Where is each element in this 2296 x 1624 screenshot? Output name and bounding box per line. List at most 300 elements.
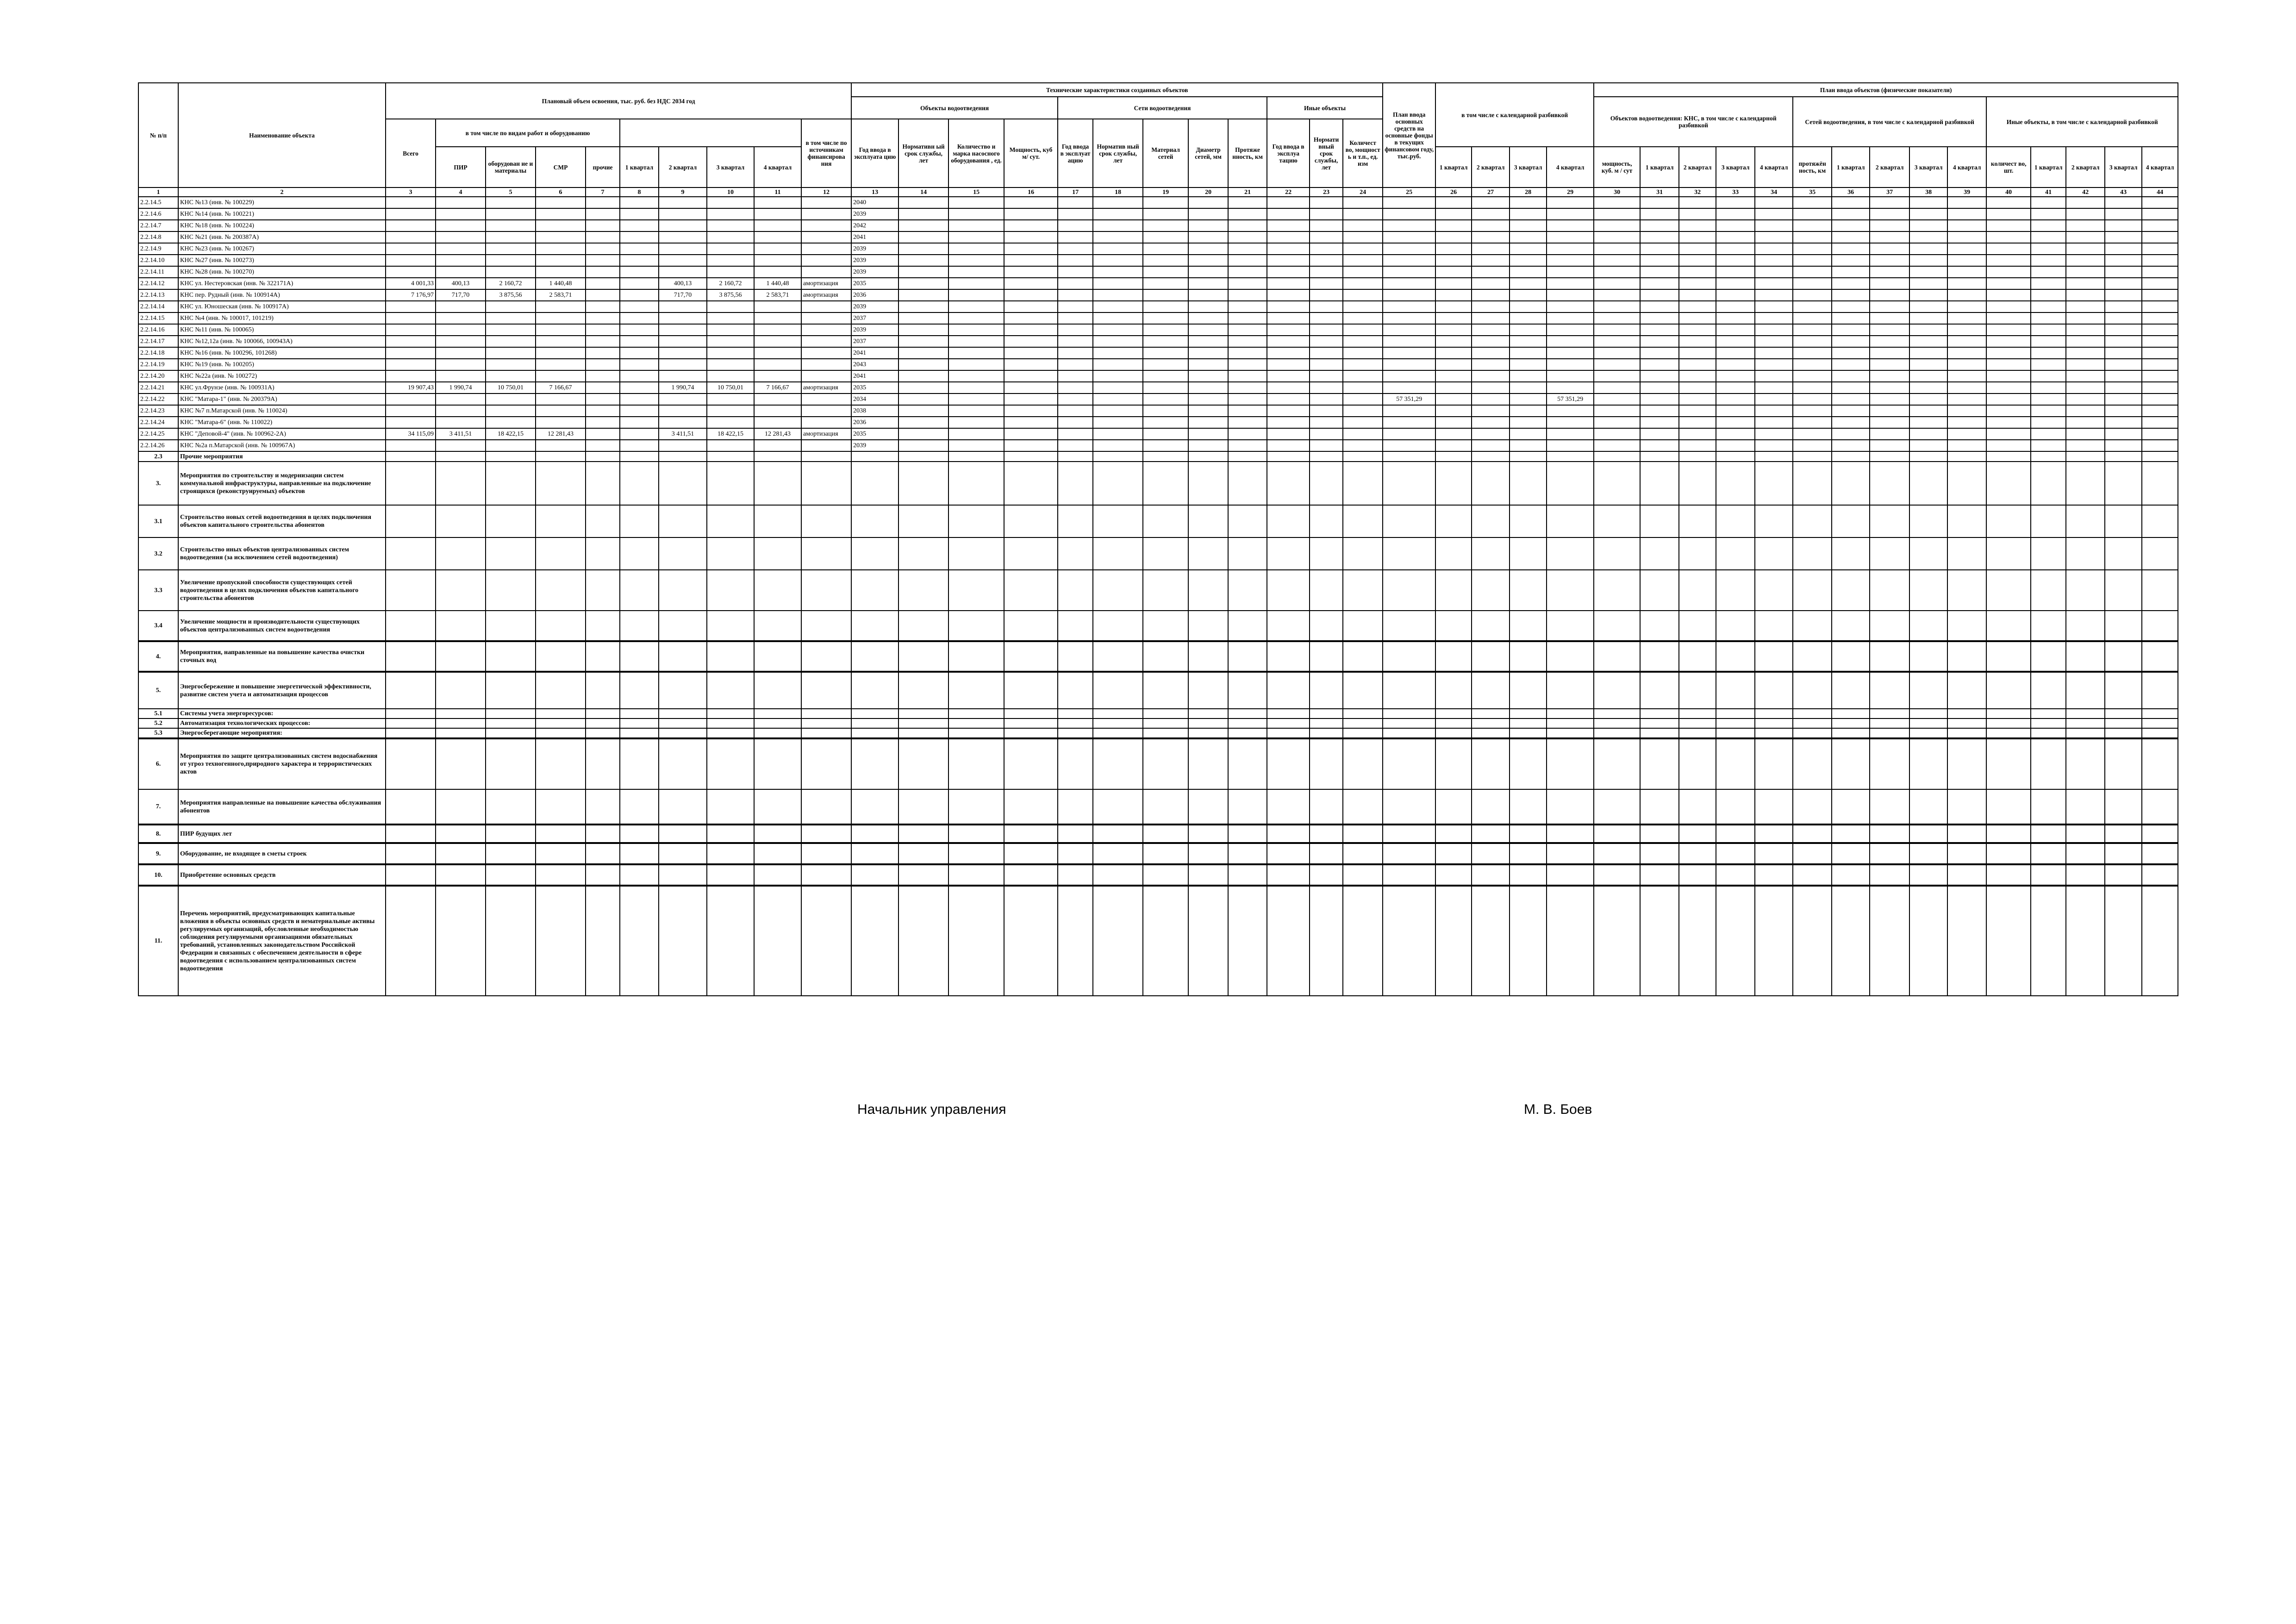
section-num: 6.	[138, 738, 178, 789]
table-cell	[1594, 336, 1640, 347]
table-cell	[1188, 428, 1228, 440]
table-cell	[1832, 301, 1870, 312]
table-cell	[801, 738, 851, 789]
table-cell	[1679, 289, 1716, 301]
table-cell	[1640, 570, 1679, 611]
table-cell	[620, 312, 659, 324]
table-cell	[1594, 347, 1640, 359]
table-cell	[1640, 324, 1679, 336]
table-cell	[754, 324, 801, 336]
table-cell	[1547, 537, 1594, 570]
section-name: Приобретение основных средств	[178, 864, 386, 886]
table-cell	[620, 266, 659, 278]
table-cell	[898, 864, 948, 886]
table-cell	[1793, 537, 1832, 570]
table-cell	[1986, 220, 2031, 231]
table-cell	[1547, 231, 1594, 243]
table-cell	[1343, 255, 1383, 266]
table-cell	[1986, 289, 2031, 301]
table-cell	[1267, 843, 1310, 864]
table-cell	[486, 197, 536, 208]
table-cell	[1435, 220, 1472, 231]
table-cell	[1640, 336, 1679, 347]
table-cell	[1472, 843, 1510, 864]
table-row	[138, 289, 2178, 301]
table-cell	[1058, 537, 1093, 570]
table-cell	[1093, 266, 1143, 278]
table-cell	[1986, 243, 2031, 255]
table-cell	[1547, 864, 1594, 886]
table-cell	[1267, 405, 1310, 417]
table-row	[138, 266, 2178, 278]
cell-num: 2.2.14.24	[138, 417, 178, 428]
table-cell	[948, 255, 1004, 266]
table-cell	[1909, 370, 1947, 382]
table-cell	[1058, 382, 1093, 394]
table-cell	[1510, 278, 1547, 289]
table-cell	[386, 641, 436, 672]
table-cell	[1510, 197, 1547, 208]
table-cell	[851, 738, 898, 789]
table-cell	[1267, 336, 1310, 347]
table-cell	[2031, 451, 2066, 462]
table-cell	[1058, 789, 1093, 824]
table-cell	[1793, 728, 1832, 738]
table-cell	[1832, 864, 1870, 886]
table-cell	[1093, 789, 1143, 824]
table-cell	[2105, 738, 2142, 789]
table-cell	[436, 359, 486, 370]
table-cell	[1640, 718, 1679, 728]
table-cell	[1383, 451, 1435, 462]
table-cell	[1870, 382, 1909, 394]
table-cell	[1547, 289, 1594, 301]
table-cell	[1909, 382, 1947, 394]
table-cell	[1472, 289, 1510, 301]
table-cell	[898, 641, 948, 672]
table-cell	[1343, 405, 1383, 417]
table-cell	[1870, 462, 1909, 505]
table-cell	[1093, 405, 1143, 417]
table-cell	[1383, 220, 1435, 231]
table-cell	[1547, 359, 1594, 370]
table-cell	[1909, 405, 1947, 417]
table-cell	[1986, 197, 2031, 208]
table-cell	[2031, 738, 2066, 789]
table-cell	[659, 220, 707, 231]
table-cell	[1343, 220, 1383, 231]
table-cell	[1004, 197, 1058, 208]
table-cell	[386, 451, 436, 462]
table-cell	[1510, 220, 1547, 231]
cell-year: 2039	[851, 440, 898, 451]
table-cell	[1909, 324, 1947, 336]
table-cell	[1793, 278, 1832, 289]
cell-num: 2.2.14.13	[138, 289, 178, 301]
table-cell	[436, 266, 486, 278]
header-oth-q1: 1 квартал	[2031, 147, 2066, 187]
table-row	[138, 255, 2178, 266]
table-cell	[586, 278, 620, 289]
section-name: Строительство новых сетей водоотведения в целях подключения объектов капитального строительства абонентов	[178, 505, 386, 537]
table-cell	[1435, 843, 1472, 864]
table-cell	[1093, 243, 1143, 255]
table-cell	[754, 864, 801, 886]
table-cell	[1435, 231, 1472, 243]
table-cell	[659, 301, 707, 312]
table-cell	[1383, 843, 1435, 864]
table-cell	[1640, 394, 1679, 405]
table-cell	[1267, 359, 1310, 370]
table-cell	[1909, 641, 1947, 672]
table-cell	[1793, 417, 1832, 428]
cell-num: 2.2.14.11	[138, 266, 178, 278]
table-cell	[486, 843, 536, 864]
table-cell	[948, 359, 1004, 370]
table-cell	[586, 417, 620, 428]
table-cell	[386, 611, 436, 641]
table-cell	[1909, 301, 1947, 312]
table-cell	[586, 428, 620, 440]
table-cell	[1755, 709, 1793, 718]
table-cell	[1472, 824, 1510, 843]
table-cell	[1310, 789, 1343, 824]
cell-name: КНС №2а п.Матарской (инв. № 100967А)	[178, 440, 386, 451]
table-cell	[386, 886, 436, 996]
table-cell	[1594, 370, 1640, 382]
table-cell	[1228, 255, 1267, 266]
table-cell	[1472, 266, 1510, 278]
table-cell	[801, 370, 851, 382]
table-cell	[754, 672, 801, 709]
table-cell	[948, 301, 1004, 312]
table-cell	[754, 231, 801, 243]
table-cell	[620, 370, 659, 382]
table-cell	[1310, 289, 1343, 301]
table-cell	[801, 570, 851, 611]
section-row	[138, 789, 2178, 824]
section-name: Мероприятия, направленные на повышение качества очистки сточных вод	[178, 641, 386, 672]
table-cell	[659, 370, 707, 382]
header-drain-q3: 3 квартал	[1716, 147, 1755, 187]
cell-num: 2.2.14.15	[138, 312, 178, 324]
table-cell	[1472, 462, 1510, 505]
table-cell	[1310, 347, 1343, 359]
table-cell	[386, 336, 436, 347]
table-cell	[2142, 718, 2178, 728]
header-oth-q3: 3 квартал	[2105, 147, 2142, 187]
table-cell	[620, 843, 659, 864]
table-cell	[1004, 789, 1058, 824]
table-cell	[1510, 738, 1547, 789]
table-cell	[2105, 208, 2142, 220]
section-row	[138, 537, 2178, 570]
table-cell	[1793, 641, 1832, 672]
table-cell	[948, 336, 1004, 347]
table-cell	[586, 886, 620, 996]
column-number: 16	[1004, 187, 1058, 197]
table-cell	[2066, 824, 2105, 843]
column-number: 15	[948, 187, 1004, 197]
table-cell	[707, 886, 754, 996]
header-other-objects: Иные объекты	[1267, 97, 1383, 119]
table-cell	[2142, 301, 2178, 312]
table-cell	[1228, 611, 1267, 641]
table-cell	[536, 570, 586, 611]
cell-num: 2.2.14.23	[138, 405, 178, 417]
header-drain-q4: 4 квартал	[1755, 147, 1793, 187]
cell-num: 2.2.14.22	[138, 394, 178, 405]
section-name: Мероприятия направленные на повышение качества обслуживания абонентов	[178, 789, 386, 824]
table-cell	[1058, 394, 1093, 405]
table-cell	[1435, 611, 1472, 641]
table-cell	[898, 243, 948, 255]
table-cell	[1986, 382, 2031, 394]
table-cell	[1947, 220, 1986, 231]
cell-pir: 1 990,74	[436, 382, 486, 394]
table-cell	[586, 301, 620, 312]
table-cell	[586, 312, 620, 324]
header-by-works: в том числе по видам работ и оборудованию	[436, 119, 620, 147]
table-cell	[1909, 728, 1947, 738]
table-cell	[2031, 709, 2066, 718]
table-cell	[486, 370, 536, 382]
table-cell	[707, 824, 754, 843]
table-cell	[1310, 278, 1343, 289]
table-cell	[948, 382, 1004, 394]
table-cell	[1547, 278, 1594, 289]
table-cell	[1679, 738, 1716, 789]
table-cell	[486, 405, 536, 417]
table-cell	[707, 718, 754, 728]
header-year-in-op2: Год ввода в эксплуат ацию	[1058, 119, 1093, 187]
table-cell	[2105, 611, 2142, 641]
table-cell	[1343, 505, 1383, 537]
table-cell	[1510, 347, 1547, 359]
table-cell	[2066, 312, 2105, 324]
table-cell	[1793, 231, 1832, 243]
table-cell	[2066, 440, 2105, 451]
table-cell	[1058, 672, 1093, 709]
table-cell	[436, 405, 486, 417]
table-cell	[1188, 728, 1228, 738]
table-cell	[1986, 359, 2031, 370]
table-cell	[1832, 255, 1870, 266]
table-cell	[536, 324, 586, 336]
table-cell	[1435, 789, 1472, 824]
table-cell	[1832, 289, 1870, 301]
table-cell	[586, 394, 620, 405]
table-cell	[659, 709, 707, 718]
table-cell	[1510, 789, 1547, 824]
table-cell	[801, 220, 851, 231]
table-cell	[801, 451, 851, 462]
table-cell	[536, 231, 586, 243]
table-cell	[1188, 537, 1228, 570]
table-cell	[1058, 208, 1093, 220]
table-cell	[486, 537, 536, 570]
table-cell	[386, 440, 436, 451]
table-cell	[1143, 255, 1188, 266]
table-cell	[1228, 864, 1267, 886]
table-cell	[620, 728, 659, 738]
table-cell	[754, 370, 801, 382]
cell-name: КНС №18 (инв. № 100224)	[178, 220, 386, 231]
table-cell	[436, 570, 486, 611]
table-cell	[436, 789, 486, 824]
table-cell	[1832, 824, 1870, 843]
table-cell	[948, 394, 1004, 405]
table-cell	[754, 394, 801, 405]
table-cell	[1143, 266, 1188, 278]
table-cell	[801, 336, 851, 347]
table-cell	[1343, 611, 1383, 641]
table-row	[138, 220, 2178, 231]
cell-smr: 7 166,67	[536, 382, 586, 394]
table-cell	[1679, 394, 1716, 405]
table-cell	[1228, 359, 1267, 370]
table-cell	[2031, 301, 2066, 312]
table-cell	[386, 537, 436, 570]
section-row	[138, 843, 2178, 864]
table-cell	[1870, 728, 1909, 738]
table-cell	[486, 220, 536, 231]
table-cell	[1058, 278, 1093, 289]
cell-year: 2035	[851, 428, 898, 440]
table-cell	[1679, 231, 1716, 243]
section-num: 11.	[138, 886, 178, 996]
table-cell	[620, 394, 659, 405]
table-cell	[536, 405, 586, 417]
table-cell	[1679, 789, 1716, 824]
table-cell	[1832, 220, 1870, 231]
table-cell	[1679, 641, 1716, 672]
table-cell	[707, 462, 754, 505]
table-cell	[1143, 208, 1188, 220]
table-cell	[898, 336, 948, 347]
table-cell	[2105, 336, 2142, 347]
table-cell	[536, 243, 586, 255]
table-cell	[707, 405, 754, 417]
cell-num: 2.2.14.9	[138, 243, 178, 255]
table-cell	[1755, 324, 1793, 336]
table-cell	[486, 312, 536, 324]
table-cell	[659, 462, 707, 505]
table-cell	[801, 417, 851, 428]
table-row	[138, 440, 2178, 451]
table-cell	[2105, 505, 2142, 537]
table-cell	[1594, 537, 1640, 570]
table-cell	[1093, 289, 1143, 301]
table-cell	[1909, 336, 1947, 347]
table-cell	[1472, 255, 1510, 266]
column-number: 30	[1594, 187, 1640, 197]
table-cell	[1143, 336, 1188, 347]
table-cell	[1188, 709, 1228, 718]
table-cell	[2031, 278, 2066, 289]
table-cell	[1188, 611, 1228, 641]
table-cell	[1594, 405, 1640, 417]
table-cell	[1093, 864, 1143, 886]
table-cell	[1870, 394, 1909, 405]
table-cell	[1679, 301, 1716, 312]
table-cell	[536, 220, 586, 231]
table-cell	[659, 672, 707, 709]
table-cell	[1343, 243, 1383, 255]
table-cell	[1004, 312, 1058, 324]
table-cell	[898, 312, 948, 324]
table-cell	[2105, 672, 2142, 709]
table-cell	[754, 611, 801, 641]
table-cell	[1594, 728, 1640, 738]
table-cell	[1679, 864, 1716, 886]
table-cell	[620, 537, 659, 570]
table-cell	[2142, 417, 2178, 428]
table-cell	[707, 709, 754, 718]
table-cell	[536, 864, 586, 886]
table-cell	[2031, 537, 2066, 570]
table-cell	[2031, 312, 2066, 324]
table-cell	[1947, 738, 1986, 789]
table-cell	[1267, 266, 1310, 278]
table-cell	[1755, 505, 1793, 537]
table-cell	[586, 324, 620, 336]
table-cell	[536, 672, 586, 709]
table-cell	[1547, 208, 1594, 220]
table-cell	[1435, 324, 1472, 336]
table-cell	[1267, 243, 1310, 255]
table-cell	[1755, 382, 1793, 394]
table-cell	[536, 462, 586, 505]
table-cell	[754, 718, 801, 728]
table-cell	[1716, 789, 1755, 824]
table-cell	[898, 231, 948, 243]
table-cell	[1343, 570, 1383, 611]
table-cell	[1228, 382, 1267, 394]
table-cell	[1310, 243, 1343, 255]
table-cell	[1947, 417, 1986, 428]
table-cell	[1716, 428, 1755, 440]
table-cell	[1547, 336, 1594, 347]
table-cell	[1870, 301, 1909, 312]
table-cell	[1093, 255, 1143, 266]
table-cell	[659, 394, 707, 405]
table-cell	[1435, 405, 1472, 417]
table-cell	[1435, 347, 1472, 359]
table-cell	[1594, 394, 1640, 405]
table-cell	[2066, 405, 2105, 417]
table-cell	[386, 359, 436, 370]
table-cell	[1472, 718, 1510, 728]
table-row	[138, 370, 2178, 382]
table-cell	[1793, 266, 1832, 278]
table-cell	[659, 611, 707, 641]
table-cell	[1909, 394, 1947, 405]
table-cell	[1679, 537, 1716, 570]
table-cell	[2031, 824, 2066, 843]
table-cell	[1188, 312, 1228, 324]
header-q1: 1 квартал	[620, 147, 659, 187]
table-cell	[754, 312, 801, 324]
table-cell	[2105, 718, 2142, 728]
column-number: 14	[898, 187, 948, 197]
table-cell	[898, 505, 948, 537]
table-cell	[536, 728, 586, 738]
table-cell	[2105, 370, 2142, 382]
table-cell	[1472, 728, 1510, 738]
table-cell	[1594, 255, 1640, 266]
table-cell	[1547, 728, 1594, 738]
